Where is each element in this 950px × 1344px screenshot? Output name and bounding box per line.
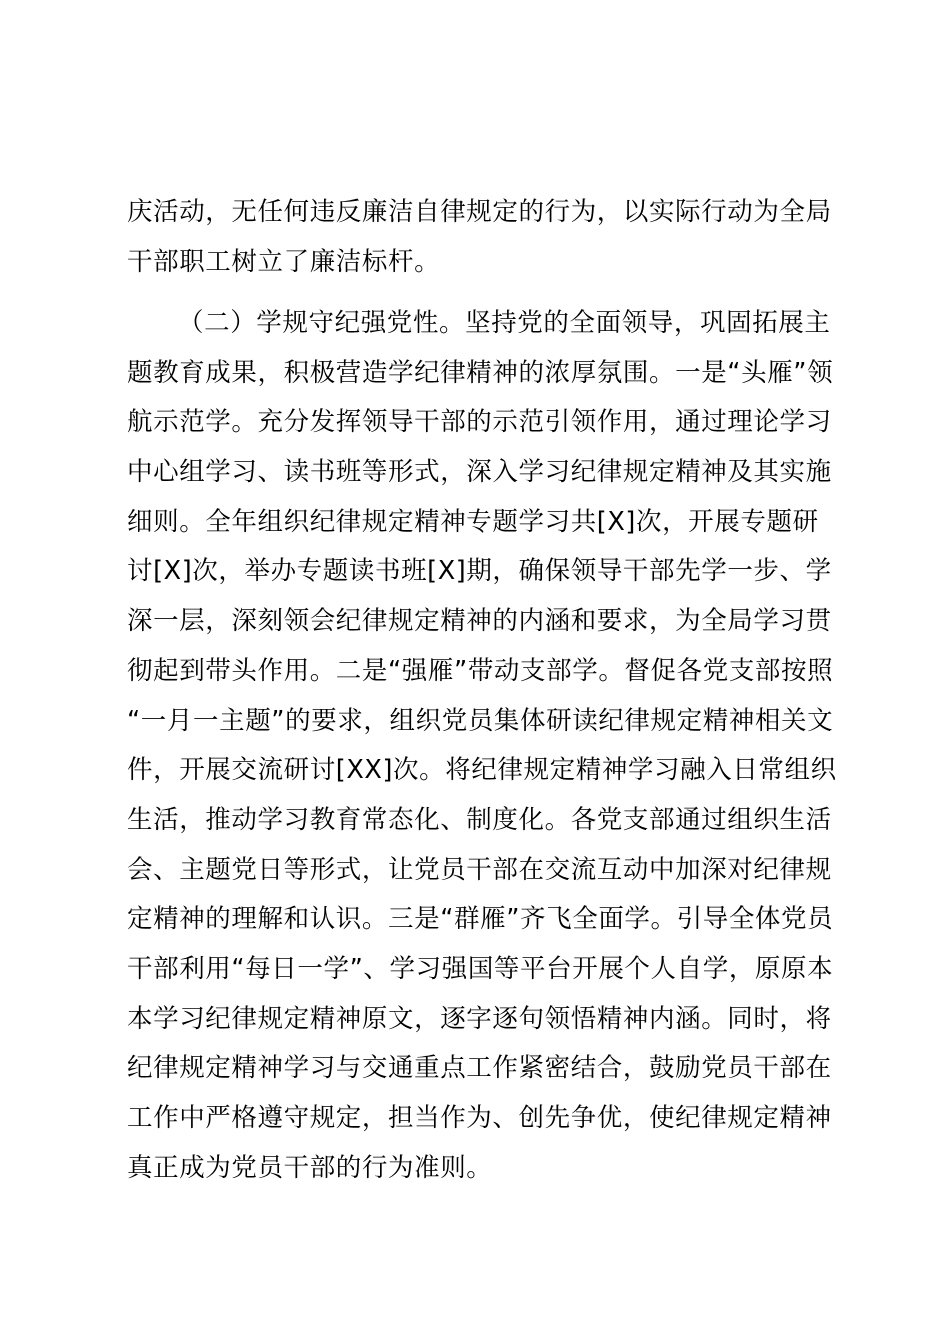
text-line: 干部职工树立了廉洁标杆。: [127, 246, 441, 277]
text-line: “一月一主题”的要求，组织党员集体研读纪律规定精神相关文: [127, 705, 834, 736]
text-line: 深一层，深刻领会纪律规定精神的内涵和要求，为全局学习贯: [127, 606, 832, 637]
text-line: 彻起到带头作用。二是“强雁”带动支部学。督促各党支部按照: [127, 655, 834, 686]
section-heading-line: （二）学规守纪强党性。坚持党的全面领导，巩固拓展主: [178, 308, 831, 338]
paragraph-1: [127, 188, 832, 287]
text-line: 题教育成果，积极营造学纪律精神的浓厚氛围。一是“头雁”领: [127, 357, 834, 388]
text-line: 真正成为党员干部的行为准则。: [127, 1152, 493, 1183]
text-line: 件，开展交流研讨[XX]次。将纪律规定精神学习融入日常组织: [127, 755, 837, 786]
text-line: 讨[X]次，举办专题读书班[X]期，确保领导干部先学一步、学: [127, 556, 832, 587]
paragraph-2: [127, 299, 837, 1193]
text-line: 会、主题党日等形式，让党员干部在交流互动中加深对纪律规: [127, 854, 832, 885]
text-line: 中心组学习、读书班等形式，深入学习纪律规定精神及其实施: [127, 457, 832, 488]
text-line: 本学习纪律规定精神原文，逐字逐句领悟精神内涵。同时，将: [127, 1003, 832, 1034]
text-line: 细则。全年组织纪律规定精神专题学习共[X]次，开展专题研: [127, 506, 819, 537]
text-line: 航示范学。充分发挥领导干部的示范引领作用，通过理论学习: [127, 407, 832, 438]
text-line: 庆活动，无任何违反廉洁自律规定的行为，以实际行动为全局: [127, 197, 832, 227]
text-line: 定精神的理解和认识。三是“群雁”齐飞全面学。引导全体党员: [127, 904, 834, 935]
text-line: 工作中严格遵守规定，担当作为、创先争优，使纪律规定精神: [127, 1103, 832, 1133]
text-line: 纪律规定精神学习与交通重点工作紧密结合，鼓励党员干部在: [127, 1053, 832, 1084]
text-line: 生活，推动学习教育常态化、制度化。各党支部通过组织生活: [127, 804, 832, 835]
text-line: 干部利用“每日一学”、学习强国等平台开展个人自学，原原本: [127, 953, 834, 984]
